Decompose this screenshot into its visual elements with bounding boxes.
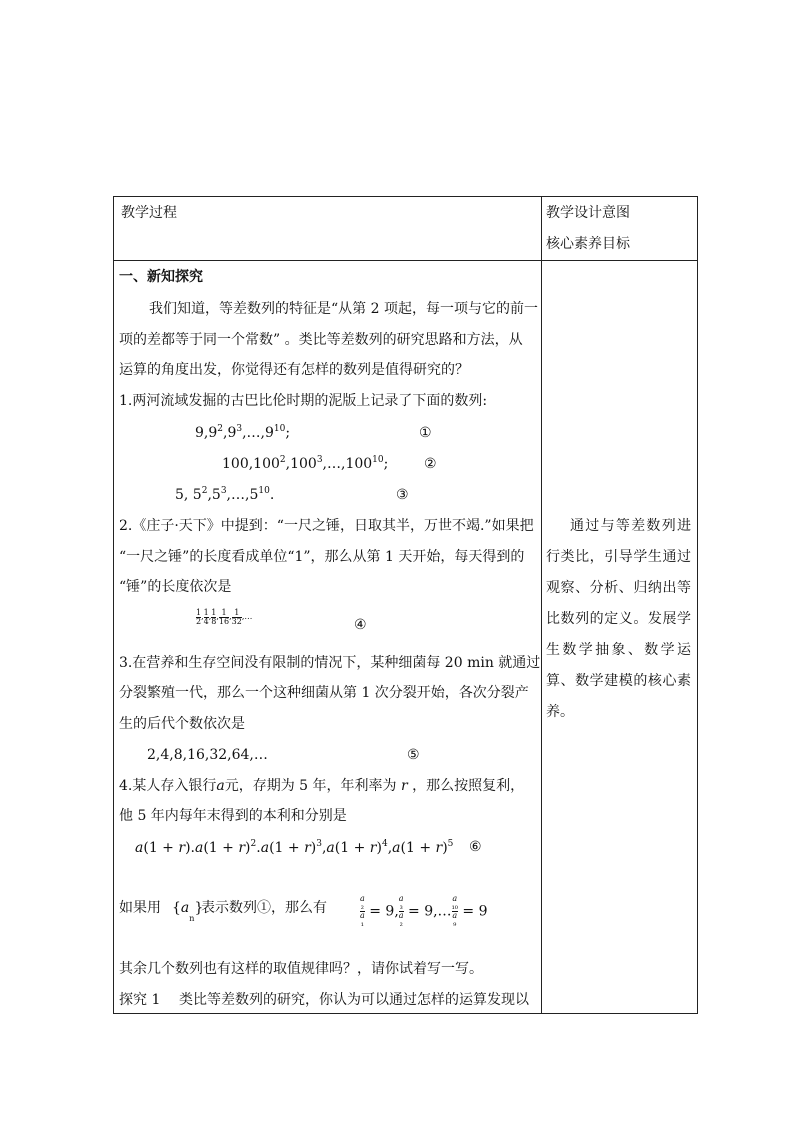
item1-seq2: 100,100$^2$,100$^3$,…,100$^{10}$;: [222, 455, 389, 472]
item1-seq1-mark: ①: [419, 425, 432, 441]
item3-seq: 2,4,8,16,32,64,…: [147, 747, 268, 763]
item3-line1: 3.在营养和生存空间没有限制的情况下，某种细菌每 20 min 就通过: [119, 655, 541, 671]
item1-seq3: 5, $5^2,5^3,\dots,5^{10}$.: [175, 486, 275, 503]
seq-symbol: $\{a_n\}$: [172, 900, 204, 923]
intro-line1: 我们知道，等差数列的特征是“从第 2 项起，每一项与它的前一: [149, 301, 538, 317]
section-title: 一、新知探究: [119, 269, 203, 285]
item4-line2: 他 5 年内每年末得到的本利和分别是: [119, 808, 347, 824]
item4-line1-c: ，那么按照复利，: [407, 778, 525, 794]
header-right-line2: 核心素养目标: [546, 236, 630, 252]
item2-seq: $\frac{1}{2}$ , $\frac{1}{4}$ , $\frac{1}{8}$ , $\frac{1}{16}$ , $\frac{1}{32}$ ,…: [196, 607, 253, 626]
intro-line2: 项的差都等于同一个常数” 。类比等差数列的研究思路和方法，从: [119, 332, 523, 348]
var-a: a: [216, 778, 225, 794]
item4-line1-a: 4.某人存入银行: [119, 778, 217, 794]
question-text: 其余几个数列也有这样的取值规律吗？，请你试着写一写。: [119, 961, 483, 977]
var-r: r: [400, 778, 408, 794]
item1-seq3-mark: ③: [396, 487, 409, 503]
explore-label: 探究 1: [119, 992, 161, 1008]
header-left: 教学过程: [121, 205, 177, 221]
item3-line2: 分裂繁殖一代，那么一个这种细菌从第 1 次分裂开始，各次分裂产: [119, 685, 529, 701]
item4-line1: [119, 777, 524, 795]
header-right-line1: 教学设计意图: [546, 205, 630, 221]
item4-seq: $a(1 + r).a(1 + r)^2.a(1 + r)^3,a(1 + r)^4,a(1 + r)^5$: [135, 839, 454, 856]
ratio-mid: 表示数列①，那么有: [201, 900, 327, 916]
item2-seq-mark: ④: [354, 617, 367, 633]
item1-seq2-mark: ②: [424, 456, 437, 472]
item4-line1-b: 元，存期为 5 年，年利率为: [224, 778, 401, 794]
item1-text: 1.两河流域发掘的古巴比伦时期的泥版上记录了下面的数列:: [119, 393, 488, 409]
ratio-formula: a ₂ a ₁ = 9, a ₃ a ₂ = 9,… a ₁₀ a ₉ = 9: [360, 894, 488, 928]
item1-seq1: $9,9^2,9^3,\dots,9^{10}$;: [195, 424, 291, 441]
design-intent-note: 通过与等差数列进行类比，引导学生通过观察、分析、归纳出等比数列的定义。发展学生数学抽象、数学运算、数学建模的核心素养。: [546, 518, 691, 720]
column-divider: [541, 197, 542, 1013]
item3-seq-mark: ⑤: [407, 747, 420, 763]
item2-line2: “一尺之锤”的长度看成单位“1”，那么从第 1 天开始，每天得到的: [119, 549, 525, 565]
ratio-prefix: 如果用: [119, 900, 161, 916]
item2-line3: “锤”的长度依次是: [119, 579, 232, 595]
item3-line3: 生的后代个数依次是: [119, 716, 245, 732]
item2-line1: 2.《庄子·天下》中提到：“一尺之锤，日取其半，万世不竭.”如果把: [119, 518, 534, 534]
item4-seq-mark: ⑥: [469, 839, 482, 855]
intro-line3: 运算的角度出发，你觉得还有怎样的数列是值得研究的？: [119, 362, 469, 378]
header-divider: [114, 260, 697, 261]
explore-text: 类比等差数列的研究，你认为可以通过怎样的运算发现以: [179, 992, 529, 1008]
